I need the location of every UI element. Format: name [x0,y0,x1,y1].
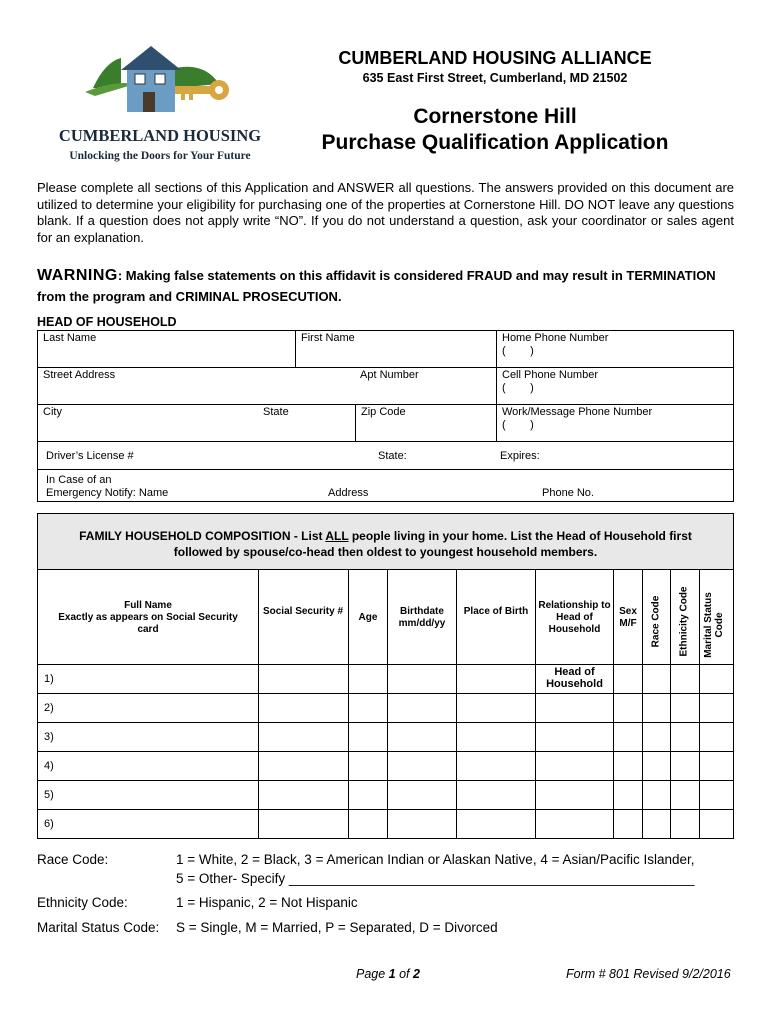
col-header-marital-status [703,583,725,667]
warning-label: WARNING [37,267,118,284]
zip-code-field[interactable] [356,405,497,442]
state-label: State [263,406,289,418]
race-code-line2: 5 = Other- Specify ______________________________________________________ [176,871,695,886]
family-title-bold: FAMILY HOUSEHOLD COMPOSITION - [79,529,302,543]
first-name-label: First Name [301,332,355,344]
work-phone-label: Work/Message Phone Number [502,406,653,418]
last-name-label: Last Name [43,332,97,344]
col-marital-line2: Code [714,612,725,638]
emergency-name-label: Emergency Notify: Name [46,487,169,499]
city-state-field[interactable] [38,405,356,442]
row-divider [38,722,733,723]
work-phone-field[interactable] [497,405,734,442]
col-header-place-of-birth: Place of Birth [463,606,529,617]
cell-phone-field[interactable] [497,368,734,405]
form-title-line1: Cornerstone Hill [413,105,577,128]
ethnicity-code-label: Ethnicity Code: [37,895,128,910]
family-title-part: List [301,529,326,543]
logo-text: CUMBERLAND HOUSING [58,126,262,145]
table-row[interactable]: 5) [44,789,54,801]
logo-tagline: Unlocking the Doors for Your Future [69,150,251,162]
head-of-household-table [37,330,734,502]
city-label: City [43,406,62,418]
row1-relationship: Head of Household [546,666,603,690]
apt-number-label: Apt Number [360,369,419,381]
street-address-label: Street Address [43,369,116,381]
organization-name: CUMBERLAND HOUSING ALLIANCE [338,48,652,68]
page-prefix: Page [356,967,389,981]
form-revision: Form # 801 Revised 9/2/2016 [566,967,731,981]
emergency-label-line1: In Case of an [46,474,112,486]
family-title-line2: followed by spouse/co-head then oldest to youngest household members. [173,545,598,559]
column-divider [258,570,259,838]
table-row[interactable]: 4) [44,760,54,772]
home-phone-label: Home Phone Number [502,332,609,344]
table-row[interactable]: 2) [44,702,54,714]
row-divider [38,751,733,752]
home-phone-field[interactable] [497,331,734,368]
page-total: 2 [413,967,420,981]
col-marital-line1: Marital Status [703,592,714,658]
family-household-table [37,513,734,839]
street-address-field[interactable] [38,368,497,405]
cumberland-housing-logo [55,40,265,168]
column-divider [387,570,388,838]
family-household-title [38,514,733,570]
work-phone-area: ( ) [502,419,534,431]
marital-code-label: Marital Status Code: [37,920,160,935]
column-divider [642,570,643,838]
instructions-paragraph: Please complete all sections of this Application and ANSWER all questions. The answers provided on this document are utilized to determine your eligibility for purchasing one of the properties at Cornerstone Hill. DO NOT leave any questions blank. If a question does not apply write “NO”. If you do not understand a question, ask your coordinator or sales agent for an explanation. [37,180,734,245]
emergency-contact-field[interactable] [38,470,734,502]
warning-text: : Making false statements on this affidavit is considered FRAUD and may result in TERMINATION from the program and CRIMINAL PROSECUTION. [37,268,716,304]
emergency-address-label: Address [328,487,369,499]
column-divider [348,570,349,838]
race-code-line1: 1 = White, 2 = Black, 3 = American Indian or Alaskan Native, 4 = Asian/Pacific Islander, [176,852,695,867]
race-code-label: Race Code: [37,852,109,867]
col-name-line1: Full Name [124,600,172,611]
ethnicity-code-text: 1 = Hispanic, 2 = Not Hispanic [176,895,358,910]
home-phone-area: ( ) [502,345,534,357]
row-divider [38,693,733,694]
marital-code-text: S = Single, M = Married, P = Separated, D = Divorced [176,920,498,935]
col-header-sex: Sex M/F [619,606,637,629]
column-divider [670,570,671,838]
drivers-license-field[interactable] [38,442,734,470]
drivers-license-label: Driver’s License # [46,450,134,462]
family-title-all: ALL [325,529,349,543]
table-row[interactable]: 6) [44,818,54,830]
cell-phone-area: ( ) [502,382,534,394]
zip-code-label: Zip Code [361,406,406,418]
col-header-race-code: Race Code [650,595,662,648]
last-name-field[interactable] [38,331,296,368]
row-divider [38,809,733,810]
col-name-line2: Exactly as appears on Social Security card [58,612,238,635]
warning-statement [37,265,734,307]
column-divider [456,570,457,838]
col-header-relationship: Relationship to Head of Household [538,600,611,635]
col-header-birthdate: Birthdate mm/dd/yy [398,606,446,629]
form-title-line2: Purchase Qualification Application [321,131,669,154]
table-row[interactable]: 3) [44,731,54,743]
col-header-full-name [58,600,238,636]
license-expires-label: Expires: [500,450,540,462]
page-of: of [395,967,413,981]
row-divider [38,780,733,781]
emergency-phone-label: Phone No. [542,487,594,499]
organization-address: 635 East First Street, Cumberland, MD 21502 [362,71,628,85]
house-key-icon [55,40,265,168]
family-title-part2: people living in your home. List the Head of Household first [348,529,692,543]
table-row[interactable]: 1) [44,673,54,685]
row-divider [38,664,733,665]
license-state-label: State: [378,450,407,462]
first-name-field[interactable] [296,331,497,368]
page-number [356,967,420,981]
col-header-ssn: Social Security # [262,606,344,617]
page-current: 1 [388,967,396,981]
column-divider [699,570,700,838]
cell-phone-label: Cell Phone Number [502,369,598,381]
head-of-household-title: HEAD OF HOUSEHOLD [37,315,177,329]
col-header-ethnicity-code: Ethnicity Code [678,586,690,657]
col-header-age: Age [358,612,378,623]
